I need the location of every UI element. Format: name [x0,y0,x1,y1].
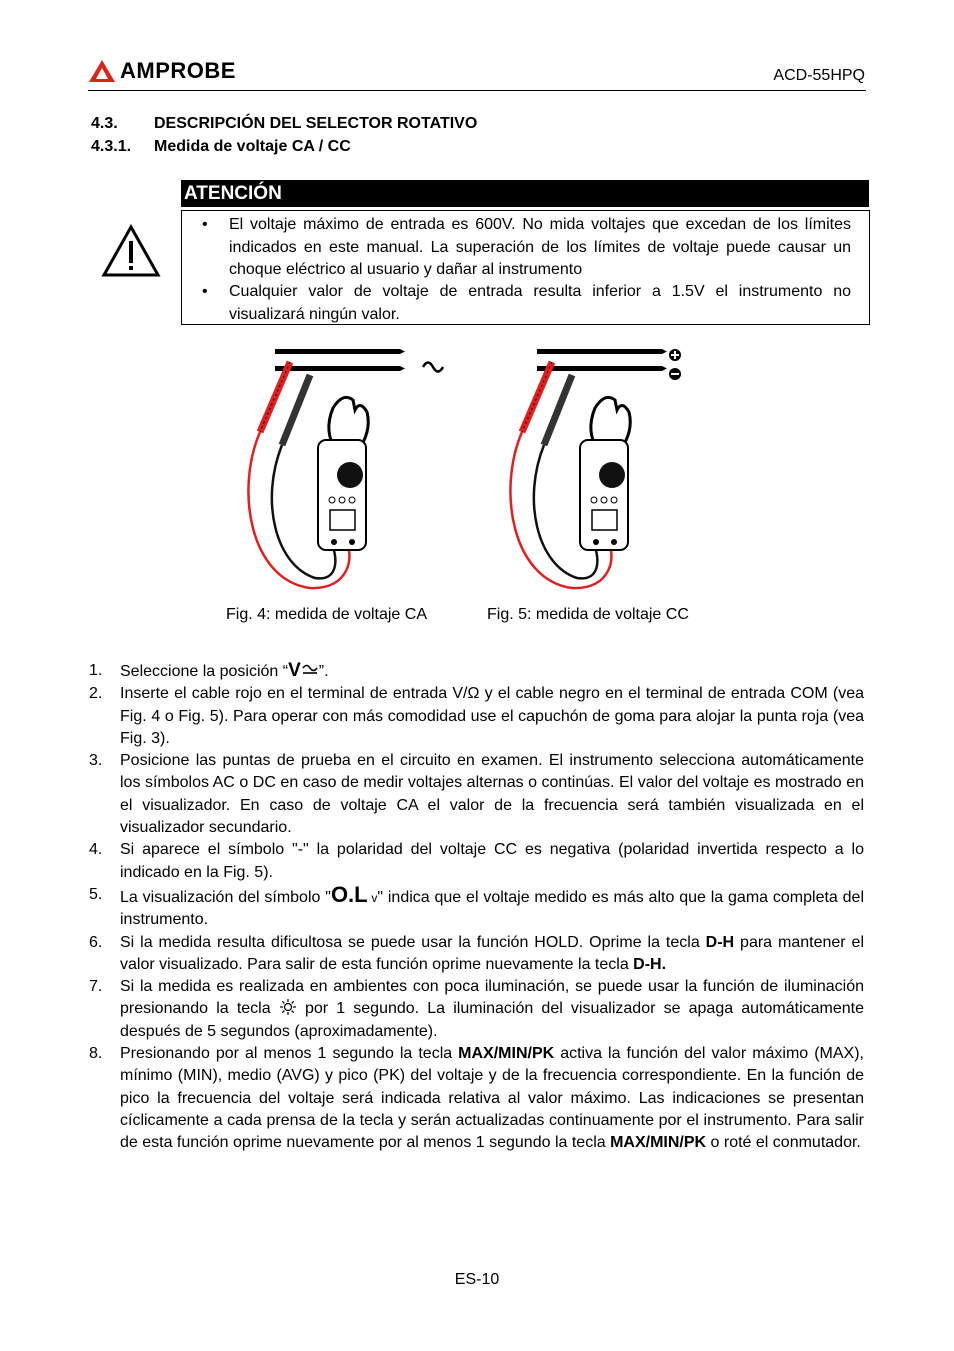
ol-symbol: O.L [330,881,368,907]
fig4-ac-illustration [248,349,443,588]
subsection-heading [91,138,351,156]
backlight-icon [279,998,297,1016]
subsection-title: Medida de voltaje CA / CC [154,138,351,155]
list-item: 8. Presionando por al menos 1 segundo la tecla MAX/MIN/PK activa la función del valor máximo (MAX), mínimo (MIN), medio (AVG) y pico (PK) del voltaje y de la frecuencia correspondiente. En la función de pico la frecuencia del voltaje será indicada relativa al valor máximo. Las indicaciones se presentan cíclicamente a cada prensa de la tecla y serán actualizadas continuamente por el instrumento. Para salir de esta función oprime nuevamente por al menos 1 segundo la tecla MAX/MIN/PK o roté el conmutador. [89,1045,864,1152]
ac-wave-icon [423,363,443,372]
list-item: 3. Posicione las puntas de prueba en el circuito en examen. El instrumento selecciona automáticamente los símbolos AC o DC en caso de medir voltajes alternas o continúas. El valor del voltaje es mostrado en el visualizador. En caso de voltaje CA el valor de la frecuencia será también visualizada en el visualizador secundario. [89,752,864,837]
bullet-icon: • [202,283,208,300]
warning-item: • El voltaje máximo de entrada es 600V. No mida voltajes que excedan de los límites indicados en este manual. La superación de los límites de voltaje puede causar un choque eléctrico al usuario y dañar al instrumento [202,216,851,278]
list-item: 6. Si la medida resulta dificultosa se puede usar la función HOLD. Oprime la tecla D-H para mantener el valor visualizado. Para salir de esta función oprime nuevamente la tecla D-H. [89,933,865,973]
instruction-list [89,660,864,1155]
v-symbol: V [288,660,301,681]
ac-dc-symbol-icon [301,663,319,677]
subsection-number: 4.3.1. [91,138,132,155]
warning-item: • Cualquier valor de voltaje de entrada resulta inferior a 1.5V el instrumento no visualizará ningún valor. [202,283,851,323]
list-item: 2. Inserte el cable rojo en el terminal de entrada V/Ω y el cable negro en el terminal de entrada COM (vea Fig. 4 o Fig. 5). Para operar con más comodidad use el capuchón de goma para alojar la punta roja (vea Fig. 3). [89,685,864,747]
list-item: 7. Si la medida es realizada en ambientes con poca iluminación, se puede usar la función de iluminación presionando la tecla por 1 segundo. La iluminación del visualizador se apaga automáticamente después de 5 segundos (aproximadamente). [89,978,865,1040]
list-item: 1. Seleccione la posición “V ”. [89,660,329,681]
fig5-caption: Fig. 5: medida de voltaje CC [487,606,689,623]
warning-title: ATENCIÓN [181,180,869,207]
section-title: DESCRIPCIÓN DEL SELECTOR ROTATIVO [154,115,478,132]
list-item: 4. Si aparece el símbolo "-" la polaridad del voltaje CC es negativa (polaridad invertida respecto a lo indicado en la Fig. 5). [89,841,864,881]
warning-triangle-icon [101,224,161,278]
warning-box [181,210,870,325]
bullet-icon: • [202,216,208,233]
measurement-figures [230,340,700,600]
fig4-caption: Fig. 4: medida de voltaje CA [226,606,427,623]
section-heading [91,115,477,133]
list-item: 5. La visualización del símbolo "O.L v" indica que el voltaje medido es más alto que la gama completa del instrumento. [89,881,865,929]
amprobe-logo [88,58,236,84]
logo-text: AMPROBE [120,58,236,83]
model-number: ACD-55HPQ [773,67,865,84]
section-number: 4.3. [91,115,118,132]
fig5-dc-illustration [510,349,681,588]
page-number: ES-10 [454,1271,500,1288]
logo-triangle-icon [88,59,116,83]
header-divider [88,90,866,91]
